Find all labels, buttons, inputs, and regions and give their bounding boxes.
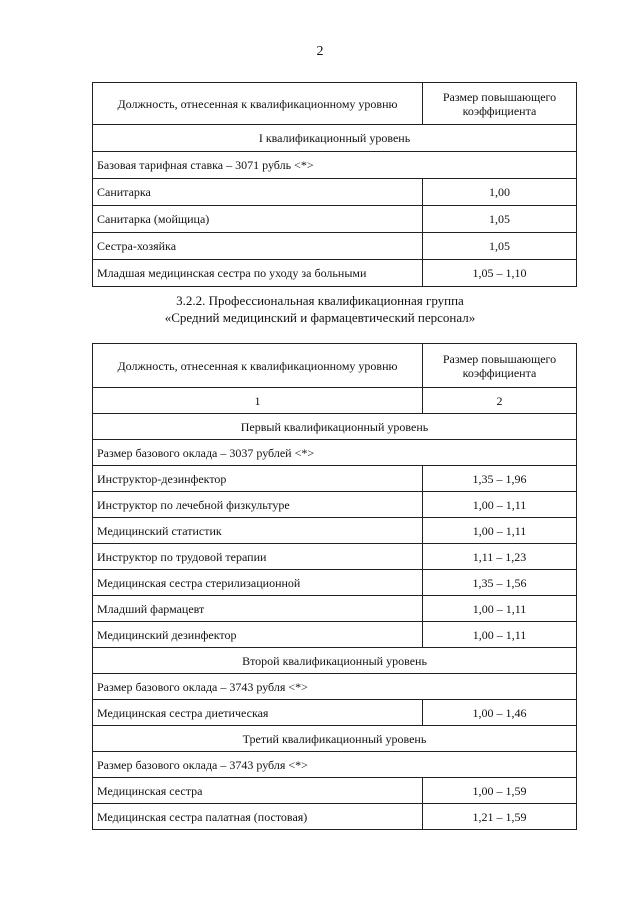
position-name: Медицинская сестра диетическая <box>93 700 423 726</box>
position-name: Санитарка <box>93 179 423 206</box>
table-row <box>93 492 577 518</box>
page-number: 2 <box>316 44 324 59</box>
table-row <box>93 544 577 570</box>
table-row <box>93 466 577 492</box>
column-number-2: 2 <box>423 388 577 414</box>
base-salary-label: Размер базового оклада – 3743 рубля <*> <box>93 674 577 700</box>
coefficient-value: 1,35 – 1,56 <box>423 570 577 596</box>
position-name: Младшая медицинская сестра по уходу за больными <box>93 260 423 287</box>
coefficient-value: 1,11 – 1,23 <box>423 544 577 570</box>
coefficient-value: 1,21 – 1,59 <box>423 804 577 830</box>
position-name: Медицинская сестра стерилизационной <box>93 570 423 596</box>
header-position: Должность, отнесенная к квалификационному уровню <box>93 344 423 388</box>
coefficient-value: 1,35 – 1,96 <box>423 466 577 492</box>
section-heading-line1: 3.2.2. Профессиональная квалификационная группа <box>176 293 464 308</box>
qualification-level-label: Первый квалификационный уровень <box>93 414 577 440</box>
column-number-row <box>93 388 577 414</box>
position-name: Санитарка (мойщица) <box>93 206 423 233</box>
position-name: Младший фармацевт <box>93 596 423 622</box>
table-row <box>93 700 577 726</box>
position-name: Инструктор по лечебной физкультуре <box>93 492 423 518</box>
coefficient-value: 1,00 – 1,11 <box>423 518 577 544</box>
header-coefficient: Размер повышающего коэффициента <box>423 83 577 125</box>
table-row <box>93 260 577 287</box>
base-salary-row <box>93 440 577 466</box>
position-name: Сестра-хозяйка <box>93 233 423 260</box>
position-name: Медицинская сестра палатная (постовая) <box>93 804 423 830</box>
coefficient-value: 1,00 – 1,11 <box>423 596 577 622</box>
position-name: Медицинский статистик <box>93 518 423 544</box>
coefficient-value: 1,00 – 1,59 <box>423 778 577 804</box>
section-heading-line2: «Средний медицинский и фармацевтический персонал» <box>164 310 476 325</box>
table-row <box>93 804 577 830</box>
coefficient-value: 1,00 – 1,11 <box>423 622 577 648</box>
coefficient-value: 1,05 <box>423 233 577 260</box>
table-row <box>93 206 577 233</box>
table-row <box>93 622 577 648</box>
table-row <box>93 778 577 804</box>
qualification-level-row <box>93 125 577 152</box>
position-name: Медицинская сестра <box>93 778 423 804</box>
base-salary-label: Размер базового оклада – 3743 рубля <*> <box>93 752 577 778</box>
position-name: Инструктор по трудовой терапии <box>93 544 423 570</box>
table-header-row <box>93 344 577 388</box>
header-coefficient: Размер повышающего коэффициента <box>423 344 577 388</box>
base-salary-label: Размер базового оклада – 3037 рублей <*> <box>93 440 577 466</box>
qualification-level-row <box>93 726 577 752</box>
base-salary-row <box>93 674 577 700</box>
base-salary-row <box>93 752 577 778</box>
coefficient-value: 1,00 – 1,46 <box>423 700 577 726</box>
table-row <box>93 570 577 596</box>
table-row <box>93 179 577 206</box>
base-salary-row <box>93 152 577 179</box>
coefficient-value: 1,05 – 1,10 <box>423 260 577 287</box>
coefficient-value: 1,00 <box>423 179 577 206</box>
qualification-level-row <box>93 414 577 440</box>
qualification-table-2 <box>92 343 577 830</box>
qualification-level-label: Третий квалификационный уровень <box>93 726 577 752</box>
section-heading <box>0 292 640 326</box>
header-position: Должность, отнесенная к квалификационному уровню <box>93 83 423 125</box>
table-row <box>93 596 577 622</box>
qualification-level-row <box>93 648 577 674</box>
qualification-level-label: Второй квалификационный уровень <box>93 648 577 674</box>
qualification-level-label: I квалификационный уровень <box>93 125 577 152</box>
coefficient-value: 1,05 <box>423 206 577 233</box>
position-name: Инструктор-дезинфектор <box>93 466 423 492</box>
coefficient-value: 1,00 – 1,11 <box>423 492 577 518</box>
table-row <box>93 233 577 260</box>
table-header-row <box>93 83 577 125</box>
table-row <box>93 518 577 544</box>
qualification-table-1 <box>92 82 577 287</box>
base-salary-label: Базовая тарифная ставка – 3071 рубль <*> <box>93 152 577 179</box>
column-number-1: 1 <box>93 388 423 414</box>
position-name: Медицинский дезинфектор <box>93 622 423 648</box>
